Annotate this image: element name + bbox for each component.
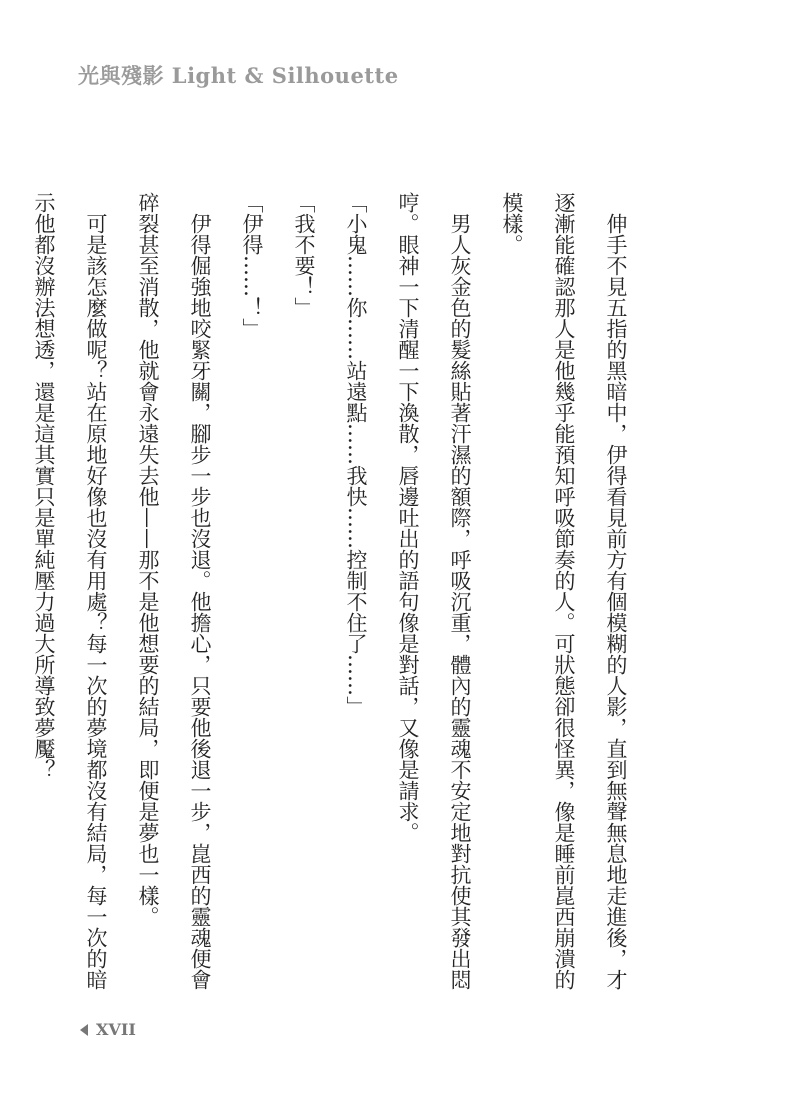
- paragraph-2: 男人灰金色的髮絲貼著汗濕的額際，呼吸沉重，體內的靈魂不安定地對抗使其發出悶哼。眼神一下清醒一下渙散，唇邊吐出的語句像是對話，又像是請求。: [396, 192, 472, 990]
- paragraph-3: 伊得倔強地咬緊牙關，腳步一步也沒退。他擔心，只要他後退一步，崑西的靈魂便會碎裂甚至消散，他就會永遠失去他——那不是他想要的結局，即便是夢也一樣。: [136, 192, 212, 990]
- paragraph-1: 伸手不見五指的黑暗中，伊得看見前方有個模糊的人影，直到無聲無息地走進後，才逐漸能確認那人是他幾乎能預知呼吸節奏的人。可狀態卻很怪異，像是睡前崑西崩潰的模樣。: [500, 192, 628, 990]
- dialogue-1: 「小鬼……你……站遠點……我快……控制不住了……」: [344, 192, 368, 717]
- triangle-left-icon: [80, 1024, 88, 1036]
- page-footer: [80, 1020, 136, 1039]
- paragraph-4: 可是該怎麼做呢？站在原地好像也沒有用處？每一次的夢境都沒有結局，每一次的暗示他都沒辦法想透，還是這其實只是單純壓力過大所導致夢魘？: [32, 192, 108, 990]
- dialogue-2: 「我不要！」: [292, 192, 316, 318]
- page-number: XVII: [96, 1020, 136, 1039]
- vertical-body-text: [18, 192, 642, 992]
- page-header: 光與殘影 Light & Silhouette: [78, 63, 399, 88]
- dialogue-3: 「伊得……！」: [240, 192, 264, 339]
